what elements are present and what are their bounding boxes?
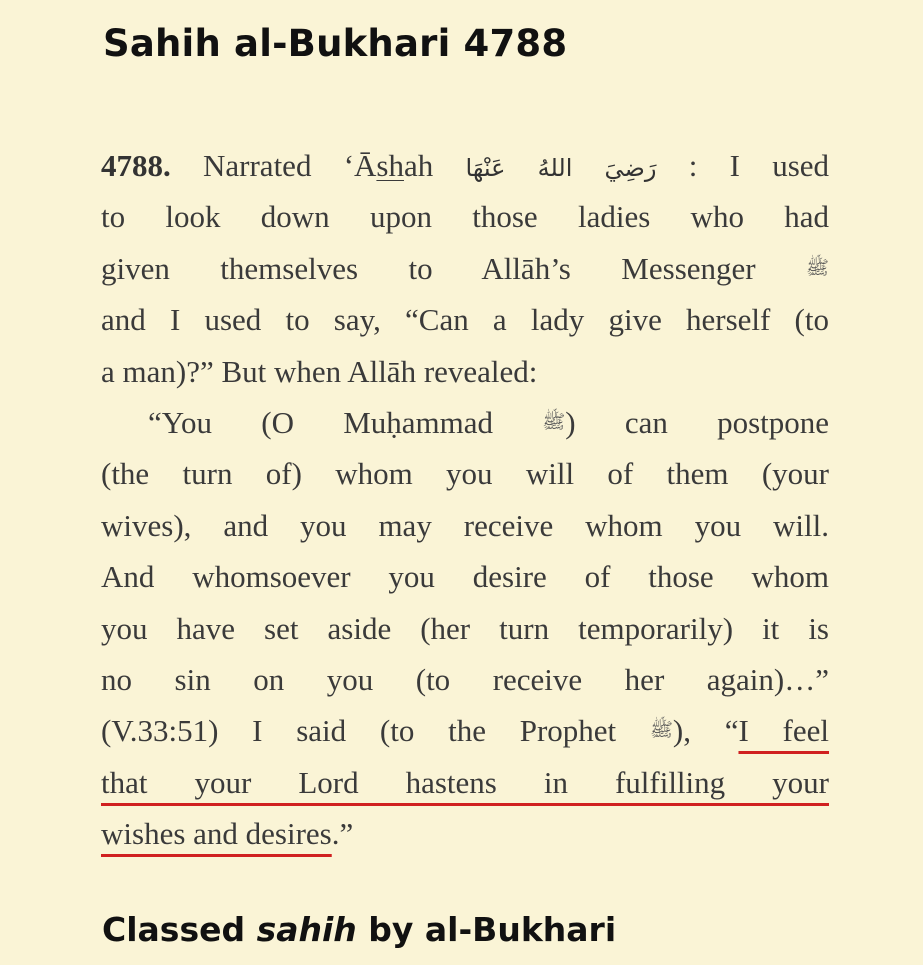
line-text: (V.33:51) I said (to the Prophet <box>101 713 617 749</box>
hadith-line <box>101 140 829 191</box>
salawat-icon: ﷺ <box>542 411 566 434</box>
hadith-line <box>101 243 829 294</box>
narrator-suffix: ah <box>403 148 434 183</box>
hadith-line <box>101 808 829 859</box>
hadith-line <box>101 397 829 448</box>
hadith-number: 4788. <box>101 148 171 183</box>
grading-value: sahih <box>256 910 357 949</box>
hadith-line: And whomsoever you desire of those whom <box>101 559 829 595</box>
salawat-icon: ﷺ <box>806 256 829 279</box>
hadith-line: you have set aside (her turn temporarily) it is <box>101 610 829 646</box>
hadith-line: to look down upon those ladies who had <box>101 199 829 235</box>
salawat-icon: ﷺ <box>649 719 673 742</box>
hadith-line: and I used to say, “Can a lady give herself (to <box>101 302 829 338</box>
narrator-sh: sh <box>376 148 404 183</box>
grading-footer <box>102 910 616 949</box>
hadith-line: wives), and you may receive whom you will. <box>101 507 829 543</box>
hadith-line: no sin on you (to receive her again)…” <box>101 661 829 697</box>
highlighted-text: that your Lord hastens in fulfilling your <box>101 764 829 800</box>
hadith-line: (the turn of) whom you will of them (your <box>101 456 829 492</box>
line-text: ) can postpone <box>565 404 830 440</box>
line-text: .” <box>331 816 354 852</box>
after-honorific: : I used <box>688 148 830 183</box>
grading-suffix: by al-Bukhari <box>356 910 617 949</box>
grading-prefix: Classed <box>102 910 257 949</box>
line-text: “You (O Muḥammad <box>148 404 494 440</box>
hadith-line <box>101 705 829 756</box>
arabic-honorific: رَضِيَ اللهُ عَنْهَا <box>465 154 657 182</box>
hadith-line: a man)?” But when Allāh revealed: <box>101 353 538 389</box>
hadith-text <box>101 140 829 859</box>
line-text: given themselves to Allāh’s Messenger <box>101 250 756 286</box>
line-text: ), “ <box>672 713 739 749</box>
page-title: Sahih al-Bukhari 4788 <box>103 22 568 65</box>
narrator-prefix: Narrated ‘Ā <box>203 148 377 183</box>
highlighted-text: I feel <box>738 713 830 749</box>
highlighted-text: wishes and desires <box>101 816 332 852</box>
hadith-line <box>101 757 829 808</box>
